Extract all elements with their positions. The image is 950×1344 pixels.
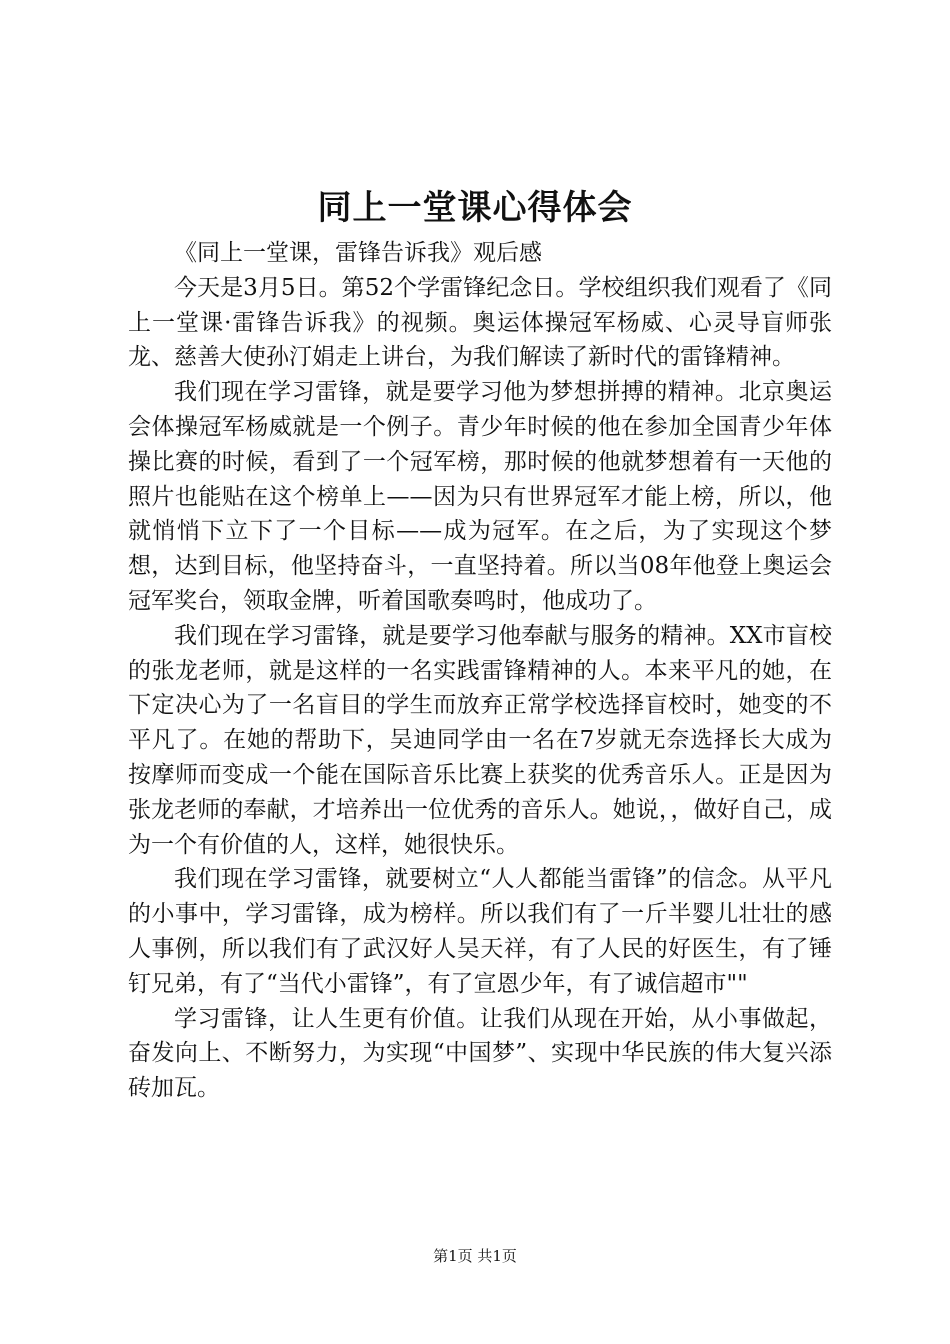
paragraph: 今天是3月5日。第52个学雷锋纪念日。学校组织我们观看了《同上一堂课·雷锋告诉我》的视频。奥运体操冠军杨威、心灵导盲师张龙、慈善大使孙汀娟走上讲台，为我们解读了新时代的雷锋精神。 [128,274,832,371]
paragraph: 我们现在学习雷锋，就是要学习他奉献与服务的精神。XX市盲校的张龙老师，就是这样的一名实践雷锋精神的人。本来平凡的她，在下定决心为了一名盲目的学生而放弃正常学校选择盲校时，她变的不平凡了。在她的帮助下，吴迪同学由一名在7岁就无奈选择长大成为按摩师而变成一个能在国际音乐比赛上获奖的优秀音乐人。正是因为张龙老师的奉献，才培养出一位优秀的音乐人。她说，，做好自己，成为一个有价值的人，这样，她很快乐。 [128,622,832,858]
document-title: 同上一堂课心得体会 [317,188,633,228]
document-body [128,236,832,1106]
paragraph: 《同上一堂课，雷锋告诉我》观后感 [174,240,542,266]
paragraph: 我们现在学习雷锋，就要树立“人人都能当雷锋”的信念。从平凡的小事中，学习雷锋，成为榜样。所以我们有了一斤半婴儿壮壮的感人事例，所以我们有了武汉好人吴天祥，有了人民的好医生，有了锤钉兄弟，有了“当代小雷锋”，有了宣恩少年，有了诚信超市"" [128,866,832,997]
paragraph: 学习雷锋，让人生更有价值。让我们从现在开始，从小事做起，奋发向上、不断努力，为实现“中国梦”、实现中华民族的伟大复兴添砖加瓦。 [128,1005,832,1102]
paragraph: 我们现在学习雷锋，就是要学习他为梦想拼搏的精神。北京奥运会体操冠军杨威就是一个例子。青少年时候的他在参加全国青少年体操比赛的时候，看到了一个冠军榜，那时候的他就梦想着有一天他的照片也能贴在这个榜单上——因为只有世界冠军才能上榜，所以，他就悄悄下立下了一个目标——成为冠军。在之后，为了实现这个梦想，达到目标，他坚持奋斗，一直坚持着。所以当08年他登上奥运会冠军奖台，领取金牌，听着国歌奏鸣时，他成功了。 [128,379,832,614]
page-footer: 第1页 共1页 [433,1247,517,1265]
